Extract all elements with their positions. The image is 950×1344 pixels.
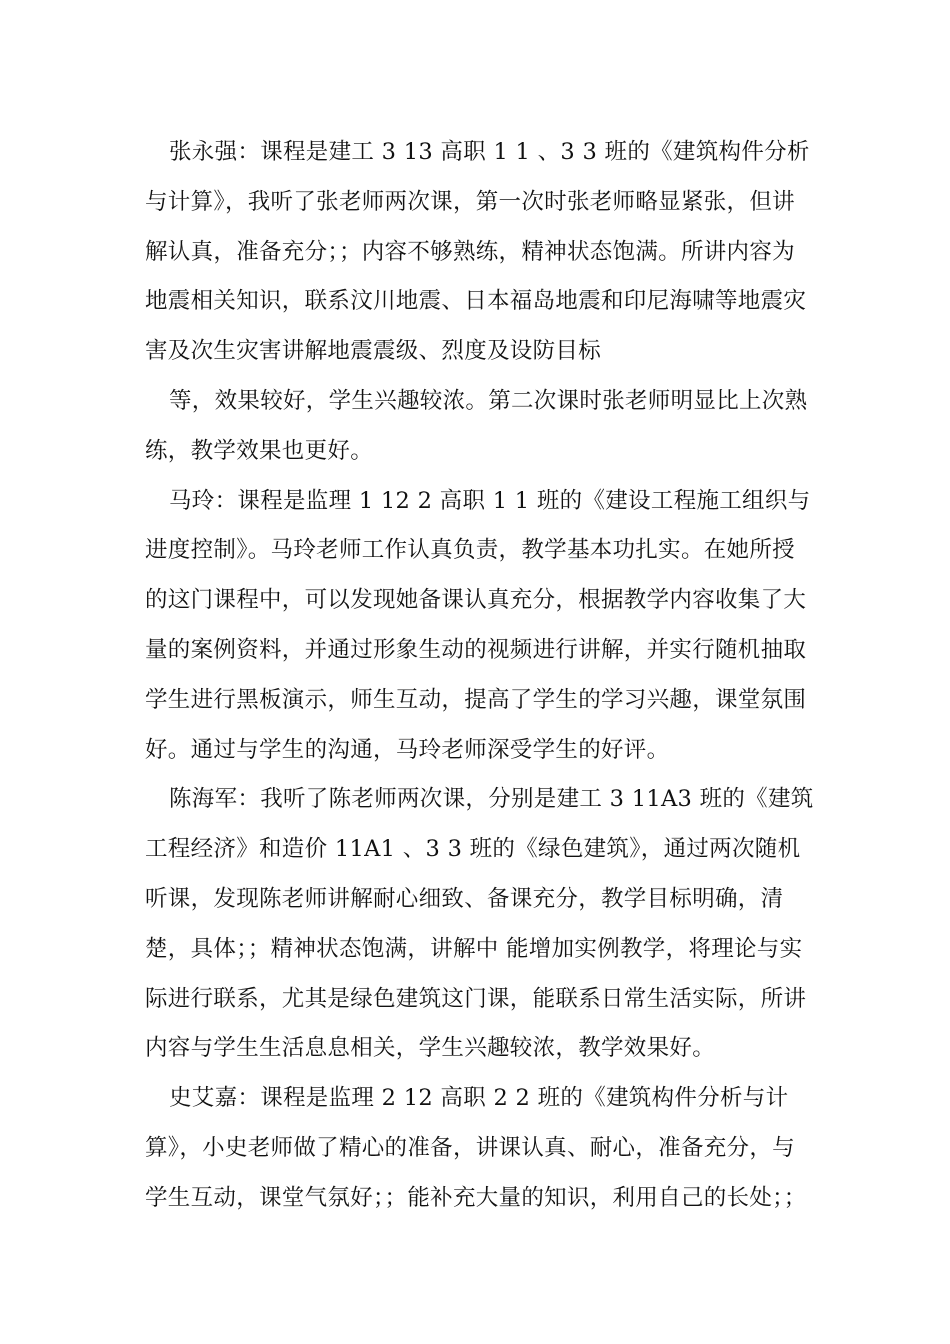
paragraph-ma-ling: 马玲：课程是监理 1 12 2 高职 1 1 班的《建设工程施工组织与进度控制》。马玲老师工作认真负责，教学基本功扎实。在她所授的这门课程中，可以发现她备课认真充分，根据教学内容收集了大量的案例资料，并通过形象生动的视频进行讲解，并实行随机抽取学生进行黑板演示，师生互动，提高了学生的学习兴趣，课堂氛围好。通过与学生的沟通，马玲老师深受学生的好评。 [145, 487, 811, 763]
document-body [145, 128, 817, 1224]
paragraph-chen-haijun: 陈海军：我听了陈老师两次课，分别是建工 3 11A3 班的《建筑工程经济》和造价 11A1 、3 3 班的《绿色建筑》，通过两次随机听课，发现陈老师讲解耐心细致、备课充分，教学目标明确，清楚，具体；；精神状态饱满，讲解中 能增加实例教学，将理论与实际进行联系，尤其是绿色建筑这门课，能联系日常生活实际，所讲内容与学生生活息息相关，学生兴趣较浓，教学效果好。 [145, 786, 814, 1062]
paragraph-continuation: 等，效果较好，学生兴趣较浓。第二次课时张老师明显比上次熟练，教学效果也更好。 [145, 387, 808, 464]
paragraph-shi-aijia: 史艾嘉：课程是监理 2 12 高职 2 2 班的《建筑构件分析与计算》，小史老师做了精心的准备，讲课认真、耐心，准备充分，与学生互动，课堂气氛好；；能补充大量的知识，利用自己的长处；； [145, 1085, 807, 1211]
paragraph-zhang-yongqiang: 张永强：课程是建工 3 13 高职 1 1 、3 3 班的《建筑构件分析与计算》，我听了张老师两次课，第一次时张老师略显紧张，但讲解认真，准备充分；；内容不够熟练，精神状态饱满。所讲内容为地震相关知识，联系汶川地震、日本福岛地震和印尼海啸等地震灾害及次生灾害讲解地震震级、烈度及设防目标 [145, 139, 810, 365]
